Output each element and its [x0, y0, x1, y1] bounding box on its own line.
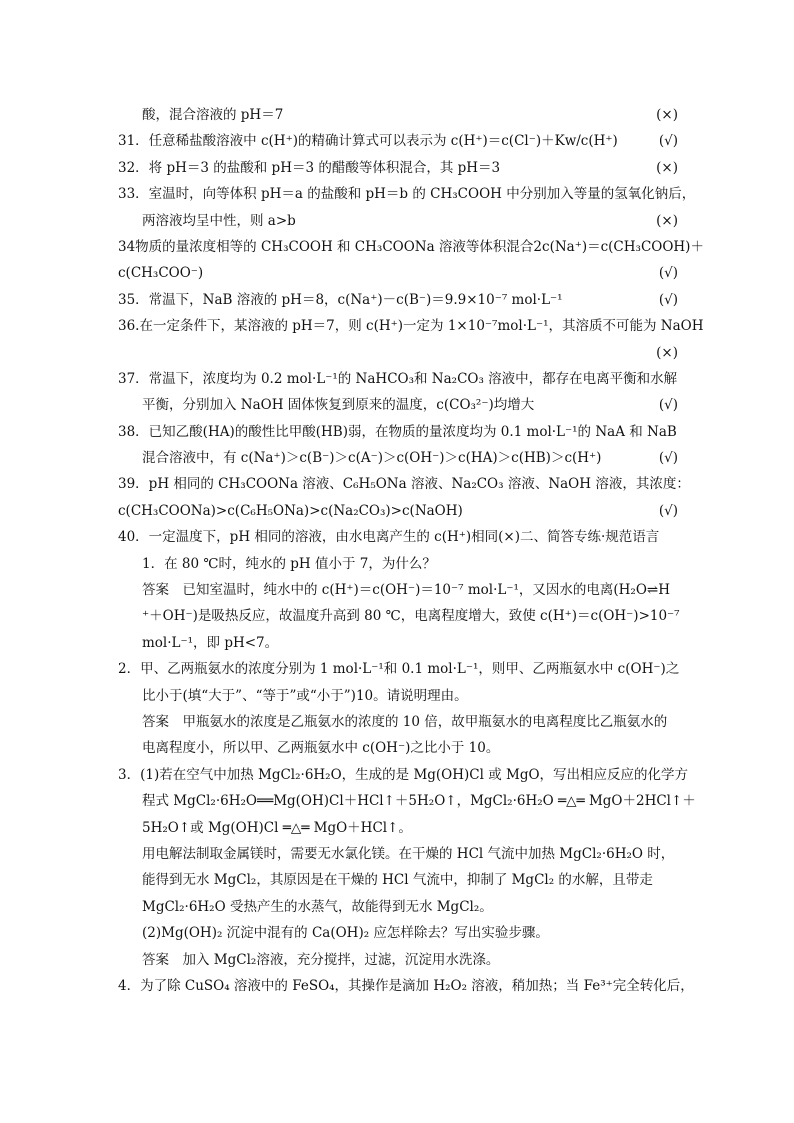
judgement-mark: (×)	[656, 212, 678, 229]
line-text: 35．常温下，NaB 溶液的 pH＝8，c(Na⁺)－c(B⁻)＝9.9×10⁻⁷ mol·L⁻¹	[118, 291, 563, 308]
line-text: 答案 甲瓶氨水的浓度是乙瓶氨水的浓度的 10 倍，故甲瓶氨水的电离程度比乙瓶氨水的	[142, 713, 668, 730]
text-line	[118, 313, 704, 339]
line-text: 能得到无水 MgCl₂，其原因是在干燥的 HCl 气流中，抑制了 MgCl₂ 的水解，且带走	[142, 872, 653, 889]
line-text: 34物质的量浓度相等的 CH₃COOH 和 CH₃COONa 溶液等体积混合2c(Na⁺)＝c(CH₃COOH)＋	[118, 238, 704, 255]
text-line	[118, 683, 678, 709]
text-line	[118, 788, 696, 814]
line-text: 平衡，分别加入 NaOH 固体恢复到原来的温度，c(CO₃²⁻)均增大	[142, 397, 535, 414]
judgement-mark: (×)	[656, 159, 678, 176]
text-line	[118, 498, 678, 524]
text-line	[118, 419, 678, 445]
document-body	[118, 102, 704, 999]
text-line	[118, 392, 678, 418]
line-text: 酸，混合溶液的 pH＝7	[142, 107, 284, 123]
line-text: 4．为了除 CuSO₄ 溶液中的 FeSO₄，其操作是滴加 H₂O₂ 溶液，稍加热；当 Fe³⁺完全转化后，	[118, 977, 694, 994]
text-line	[118, 709, 678, 735]
line-text: ⁺＋OH⁻)是吸热反应，故温度升高到 80 ℃，电离程度增大，致使 c(H⁺)＝c(OH⁻)>10⁻⁷	[142, 608, 680, 625]
line-text: 32．将 pH＝3 的盐酸和 pH＝3 的醋酸等体积混合，其 pH＝3	[118, 159, 501, 176]
line-text: 5H₂O↑或 Mg(OH)Cl ═△═ MgO＋HCl↑。	[142, 819, 412, 836]
text-line	[118, 524, 678, 550]
text-line	[118, 735, 678, 761]
line-text: (2)Mg(OH)₂ 沉淀中混有的 Ca(OH)₂ 应怎样除去？写出实验步骤。	[142, 925, 549, 942]
line-text: 答案 已知室温时，纯水中的 c(H⁺)＝c(OH⁻)＝10⁻⁷ mol·L⁻¹，又因水的电离(H₂O⇌H	[142, 582, 670, 599]
line-text: 38．已知乙酸(HA)的酸性比甲酸(HB)弱，在物质的量浓度均为 0.1 mol·L⁻¹的 NaA 和 NaB	[118, 423, 677, 440]
text-line	[118, 762, 689, 788]
text-line	[118, 234, 704, 260]
text-line	[118, 128, 678, 154]
text-line	[118, 577, 678, 603]
line-text: 2．甲、乙两瓶氨水的浓度分别为 1 mol·L⁻¹和 0.1 mol·L⁻¹，则甲、乙两瓶氨水中 c(OH⁻)之	[118, 661, 680, 678]
line-text: 电离程度小，所以甲、乙两瓶氨水中 c(OH⁻)之比小于 10。	[142, 740, 500, 757]
judgement-mark: (√)	[658, 502, 678, 519]
judgement-mark: (×)	[656, 344, 678, 361]
judgement-mark: (√)	[658, 265, 678, 282]
line-text: 程式 MgCl₂·6H₂O══Mg(OH)Cl＋HCl↑＋5H₂O↑，MgCl₂·6H₂O ═△═ MgO＋2HCl↑＋	[142, 793, 696, 810]
text-line	[118, 102, 678, 128]
judgement-mark: (√)	[658, 450, 678, 467]
line-text: 39．pH 相同的 CH₃COONa 溶液、C₆H₅ONa 溶液、Na₂CO₃ 溶液、NaOH 溶液，其浓度：	[118, 476, 690, 493]
line-text: 1．在 80 ℃时，纯水的 pH 值小于 7，为什么？	[142, 555, 436, 572]
line-text: 33．室温时，向等体积 pH＝a 的盐酸和 pH＝b 的 CH₃COOH 中分别加入等量的氢氧化钠后，	[118, 186, 696, 203]
text-line	[118, 630, 678, 656]
text-line	[118, 287, 678, 313]
text-line	[118, 155, 678, 181]
line-text: 36.在一定条件下，某溶液的 pH＝7，则 c(H⁺)一定为 1×10⁻⁷mol·L⁻¹，其溶质不可能为 NaOH	[118, 318, 704, 335]
line-text: 混合溶液中，有 c(Na⁺)＞c(B⁻)＞c(A⁻)＞c(OH⁻)＞c(HA)＞c(HB)＞c(H⁺)	[142, 450, 602, 467]
text-line	[118, 973, 694, 999]
line-text: 37．常温下，浓度均为 0.2 mol·L⁻¹的 NaHCO₃和 Na₂CO₃ 溶液中，都存在电离平衡和水解	[118, 370, 678, 387]
line-text: 31．任意稀盐酸溶液中 c(H⁺)的精确计算式可以表示为 c(H⁺)＝c(Cl⁻)＋Kw/c(H⁺)	[118, 133, 618, 150]
text-line	[118, 894, 678, 920]
judgement-mark: (√)	[658, 397, 678, 414]
line-text: mol·L⁻¹，即 pH<7。	[142, 634, 279, 651]
judgement-mark: (√)	[658, 133, 678, 150]
line-text: 用电解法制取金属镁时，需要无水氯化镁。在干燥的 HCl 气流中加热 MgCl₂·6H₂O 时，	[142, 845, 675, 862]
text-line	[118, 815, 678, 841]
line-text: MgCl₂·6H₂O 受热产生的水蒸气，故能得到无水 MgCl₂。	[142, 898, 493, 915]
line-text: 3．(1)若在空气中加热 MgCl₂·6H₂O，生成的是 Mg(OH)Cl 或 MgO，写出相应反应的化学方	[118, 766, 689, 783]
text-line	[118, 181, 696, 207]
text-line	[118, 340, 678, 366]
line-text: c(CH₃COONa)>c(C₆H₅ONa)>c(Na₂CO₃)>c(NaOH)	[118, 502, 463, 519]
line-text: 比小于(填“大于”、“等于”或“小于”)10。请说明理由。	[142, 687, 468, 704]
text-line	[118, 260, 678, 286]
text-line	[118, 366, 678, 392]
text-line	[118, 603, 678, 629]
text-line	[118, 920, 678, 946]
judgement-mark: (√)	[658, 291, 678, 308]
text-line	[118, 551, 678, 577]
judgement-mark: (×)	[656, 107, 678, 123]
text-line	[118, 445, 678, 471]
text-line	[118, 471, 690, 497]
line-text: 两溶液均呈中性，则 a>b	[142, 212, 296, 229]
line-text: c(CH₃COO⁻)	[118, 265, 204, 282]
text-line	[118, 656, 678, 682]
text-line	[118, 208, 678, 234]
text-line	[118, 841, 678, 867]
line-text: 答案 加入 MgCl₂溶液，充分搅拌，过滤，沉淀用水洗涤。	[142, 951, 500, 968]
text-line	[118, 947, 678, 973]
line-text: 40．一定温度下，pH 相同的溶液，由水电离产生的 c(H⁺)相同(×)二、简答专练·规范语言	[118, 529, 660, 546]
text-line	[118, 867, 678, 893]
